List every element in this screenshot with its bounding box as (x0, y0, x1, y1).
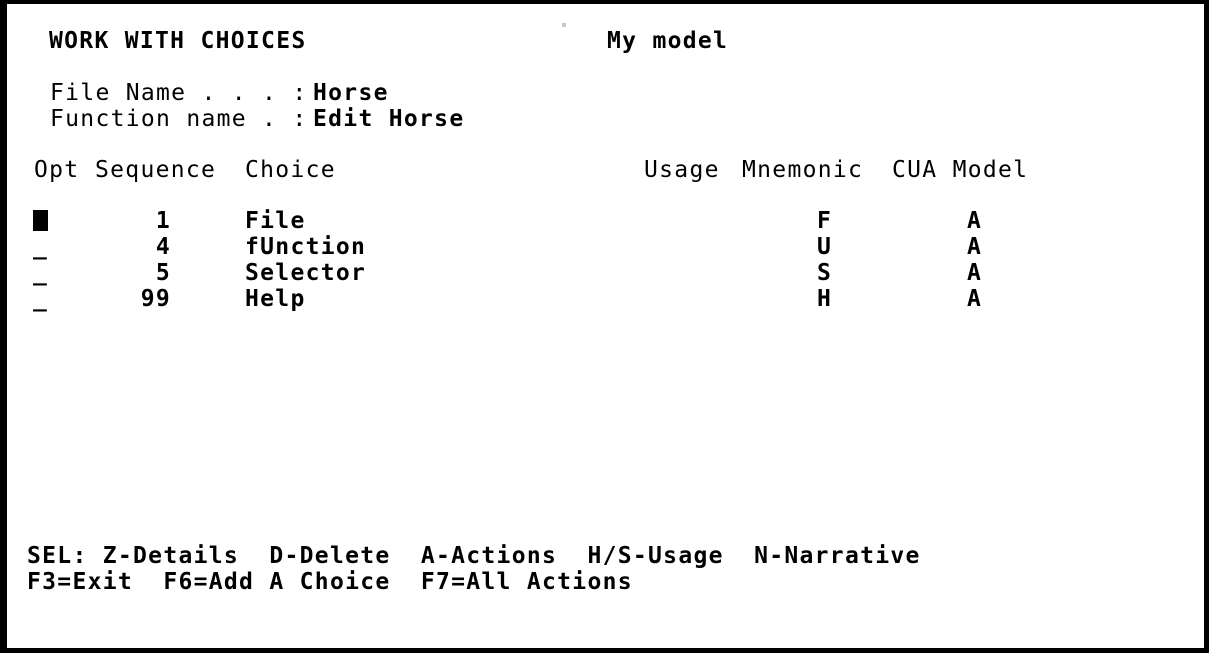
choice-cell: Help (245, 286, 306, 312)
file-name-value: Horse (313, 80, 389, 106)
column-header-opt: Opt (34, 157, 80, 183)
model-name: My model (607, 28, 729, 54)
column-header-usage: Usage (644, 157, 720, 183)
mnemonic-cell: H (817, 286, 833, 312)
file-name-label: File Name . . . : (50, 80, 308, 106)
sequence-cell: 5 (155, 260, 171, 286)
cua-model-cell: A (967, 208, 983, 234)
function-name-label: Function name . : (50, 106, 308, 132)
function-keys-line: F3=Exit F6=Add A Choice F7=All Actions (27, 569, 633, 595)
mnemonic-cell: U (817, 234, 833, 260)
opt-input-field[interactable]: _ (33, 286, 49, 312)
choice-cell: File (245, 208, 306, 234)
cua-model-cell: A (967, 234, 983, 260)
mnemonic-cell: S (817, 260, 833, 286)
opt-input-field[interactable]: _ (33, 234, 49, 260)
cua-model-cell: A (967, 286, 983, 312)
function-name-value: Edit Horse (313, 106, 465, 132)
sequence-cell: 1 (155, 208, 171, 234)
mnemonic-cell: F (817, 208, 833, 234)
scan-artifact-dot (562, 23, 566, 27)
sequence-cell: 4 (155, 234, 171, 260)
column-header-sequence: Sequence (95, 157, 217, 183)
sel-options-line: SEL: Z-Details D-Delete A-Actions H/S-Usage N-Narrative (27, 543, 921, 569)
choice-cell: Selector (245, 260, 367, 286)
opt-input-field[interactable]: _ (33, 260, 49, 286)
column-header-choice: Choice (245, 157, 336, 183)
sequence-cell: 99 (140, 286, 171, 312)
cursor-block[interactable] (33, 210, 48, 231)
column-header-cua-model: CUA Model (892, 157, 1029, 183)
choice-cell: fUnction (245, 234, 367, 260)
page-title: WORK WITH CHOICES (49, 28, 307, 54)
column-header-mnemonic: Mnemonic (742, 157, 864, 183)
cua-model-cell: A (967, 260, 983, 286)
